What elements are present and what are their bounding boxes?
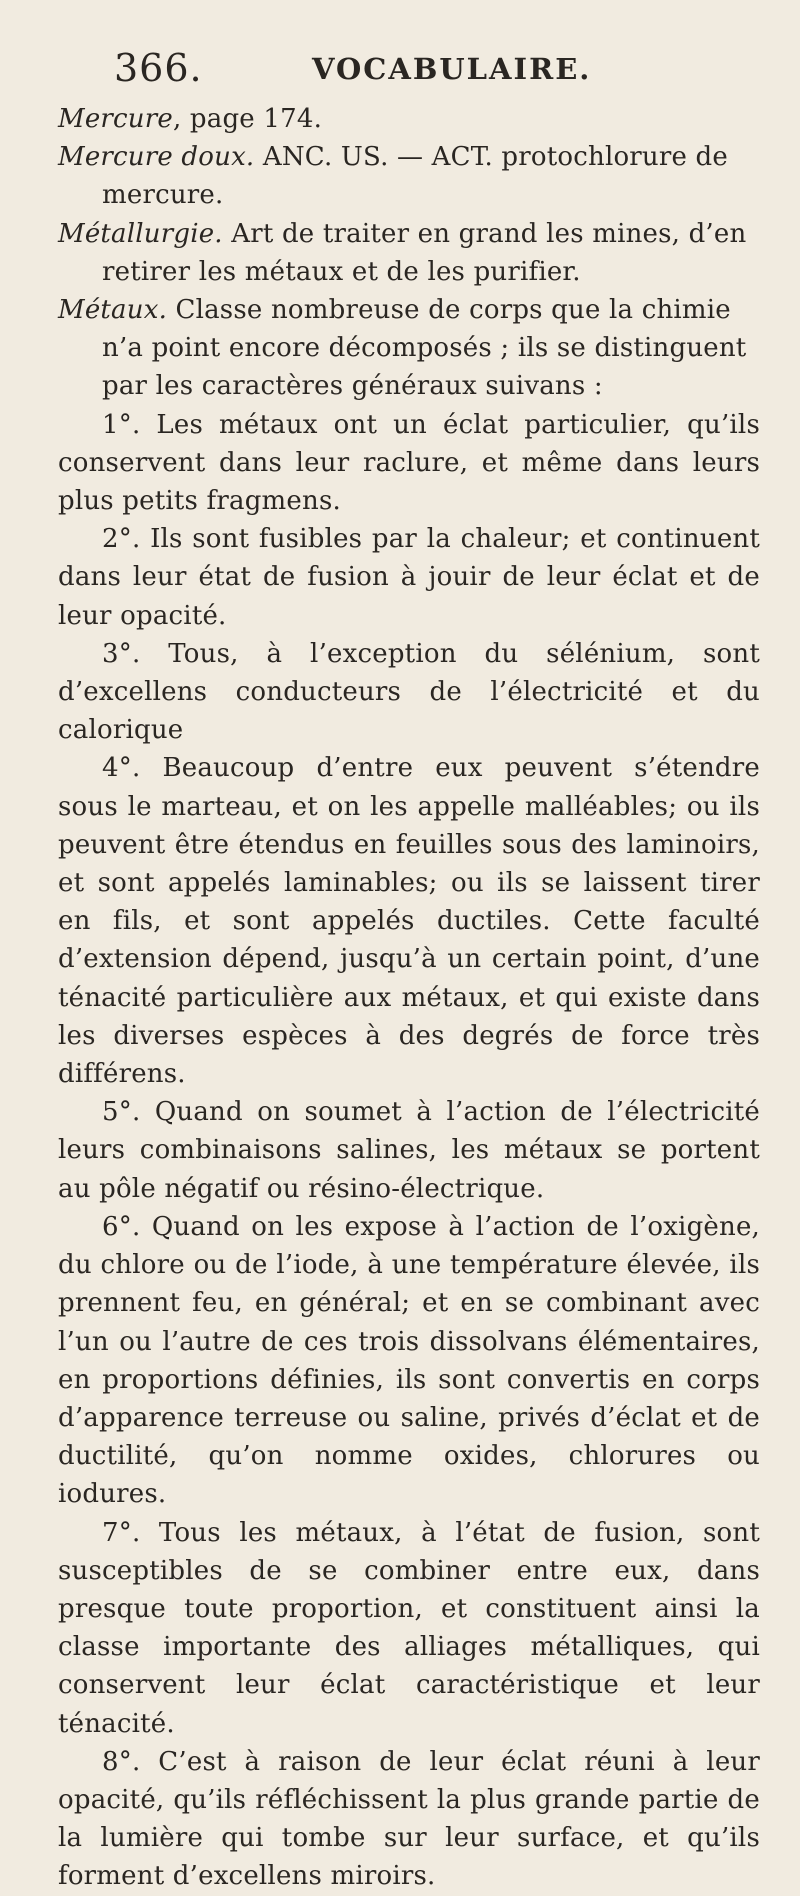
- page-number: 366.: [114, 46, 203, 90]
- entry-metallurgie: [58, 215, 760, 291]
- numbered-paragraph-5: 5°. Quand on soumet à l’action de l’électricité leurs combinaisons salines, les métaux se portent au pôle négatif ou résino-électrique.: [58, 1097, 760, 1204]
- numbered-paragraph-4: 4°. Beaucoup d’entre eux peuvent s’étendre sous le marteau, et on les appelle malléables; ou ils peuvent être étendus en feuilles sous des laminoirs, et sont appelés laminables; ou ils se laissent tirer en fils, et sont appelés ductiles. Cette faculté d’extension dépend, jusqu’à un certain point, d’une ténacité particulière aux métaux, et qui existe dans les diverses espèces à des degrés de force très différens.: [58, 753, 760, 1090]
- entry-mercure-doux: [58, 138, 760, 214]
- numbered-paragraph-3: 3°. Tous, à l’exception du sélénium, sont d’excellens conducteurs de l’électricité et du calorique: [58, 638, 760, 746]
- entry-head: Mercure doux.: [58, 142, 255, 173]
- numbered-paragraph-1: 1°. Les métaux ont un éclat particulier, qu’ils conservent dans leur raclure, et même dans leurs plus petits fragmens.: [58, 409, 760, 517]
- entry-head: Métaux.: [58, 295, 168, 326]
- entry-metaux: [58, 291, 760, 406]
- entry-head: Métallurgie.: [58, 218, 223, 249]
- running-head: [58, 34, 760, 88]
- numbered-paragraph-8: 8°. C’est à raison de leur éclat réuni à leur opacité, qu’ils réfléchissent la plus grande partie de la lumière qui tombe sur leur surface, et qu’ils forment d’excellens miroirs.: [58, 1746, 760, 1892]
- entry-text: Art de traiter en grand les mines, d’en retirer les métaux et de les purifier.: [102, 218, 747, 287]
- entry-text: , page 174.: [172, 104, 323, 134]
- page-content: [58, 100, 760, 1896]
- running-title: VOCABULAIRE.: [312, 52, 592, 86]
- numbered-paragraph-7: 7°. Tous les métaux, à l’état de fusion, sont susceptibles de se combiner entre eux, dans presque toute proportion, et constituent ainsi la classe importante des alliages métalliques, qui conservent leur éclat caractéristique et leur ténacité.: [58, 1517, 760, 1739]
- numbered-paragraph-6: 6°. Quand on les expose à l’action de l’oxigène, du chlore ou de l’iode, à une température élevée, ils prennent feu, en général; et en se combinant avec l’un ou l’autre de ces trois dissolvans élémentaires, en proportions définies, ils sont convertis en corps d’apparence terreuse ou saline, privés d’éclat et de ductilité, qu’on nomme oxides, chlorures ou iodures.: [58, 1211, 760, 1510]
- entry-text: ANC. US. — ACT. protochlorure de mercure.: [102, 142, 728, 211]
- numbered-paragraph-2: 2°. Ils sont fusibles par la chaleur; et continuent dans leur état de fusion à jouir de leur éclat et de leur opacité.: [58, 524, 760, 631]
- entry-text: Classe nombreuse de corps que la chimie n’a point encore décomposés ; ils se distinguent par les caractères généraux suivans :: [102, 295, 747, 402]
- entry-mercure: [58, 100, 760, 138]
- entry-head: Mercure: [58, 104, 173, 134]
